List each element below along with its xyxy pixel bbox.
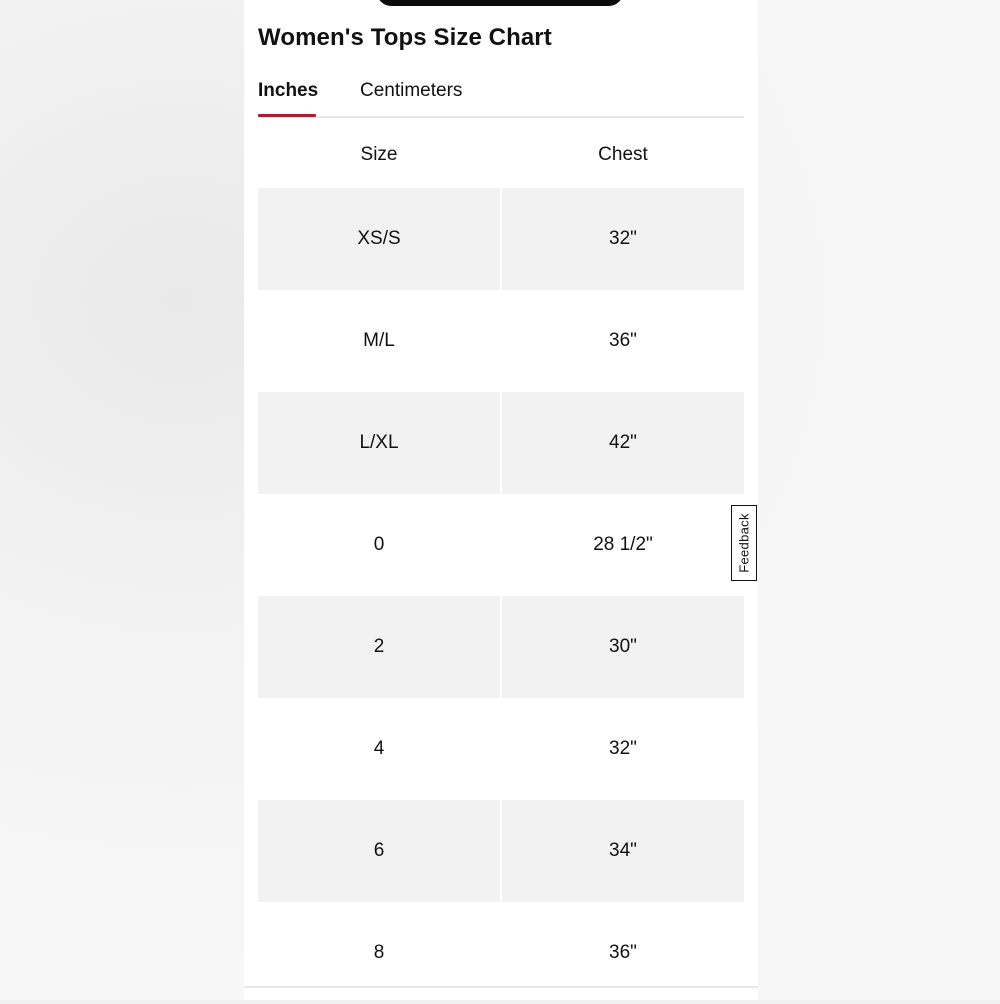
tab-centimeters[interactable]: Centimeters — [360, 80, 463, 101]
table-row — [258, 392, 744, 494]
column-header-size: Size — [360, 144, 398, 165]
table-row — [258, 290, 744, 392]
unit-tabs — [258, 78, 744, 118]
chest-cell: 42" — [502, 392, 744, 494]
size-cell: L/XL — [258, 392, 500, 494]
table-row — [258, 596, 744, 698]
chest-cell: 30" — [502, 596, 744, 698]
tabs-divider — [258, 116, 744, 118]
chest-cell: 36" — [609, 330, 637, 351]
chest-cell: 34" — [502, 800, 744, 902]
size-cell: XS/S — [258, 188, 500, 290]
table-header-row — [258, 122, 744, 188]
size-cell: 6 — [258, 800, 500, 902]
chest-cell: 32" — [502, 188, 744, 290]
size-cell: M/L — [363, 330, 395, 351]
size-cell: 0 — [373, 534, 385, 555]
page-title: Women's Tops Size Chart — [258, 24, 552, 51]
chest-cell: 28 1/2" — [593, 534, 653, 555]
table-row — [258, 698, 744, 800]
feedback-button[interactable] — [731, 505, 757, 581]
size-cell: 4 — [373, 738, 385, 759]
active-tab-indicator — [258, 114, 316, 117]
size-table — [258, 122, 744, 1004]
device-notch — [377, 0, 623, 6]
table-row — [258, 800, 744, 902]
size-cell: 2 — [258, 596, 500, 698]
size-cell: 8 — [373, 942, 385, 963]
feedback-label: Feedback — [736, 513, 752, 573]
table-row — [258, 902, 744, 1004]
table-row — [258, 188, 744, 290]
table-row — [258, 494, 744, 596]
column-header-chest: Chest — [598, 144, 648, 165]
bottom-divider — [244, 986, 758, 988]
tab-inches[interactable]: Inches — [258, 80, 319, 101]
chest-cell: 32" — [609, 738, 637, 759]
chest-cell: 36" — [609, 942, 637, 963]
